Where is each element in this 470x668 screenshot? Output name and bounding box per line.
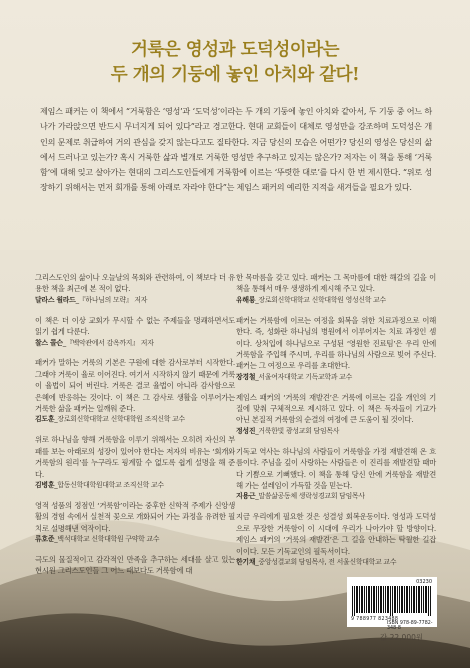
endorsement-text: 위로 하나님을 향해 거룩함을 이루기 위해서는 오히려 자신의 부패를 보는 아래로의 성장이 있어야 한다는 저자의 비유는 ‘회개와 거룩함의 원리’를 누구라도 핑계할 수 없도록 쉽게 설명을 해 준다. xyxy=(35,435,235,479)
endorsement-attribution xyxy=(236,557,436,568)
endorsement-text: 영적 성품의 정점인 ‘거룩함’이라는 중후한 신학적 주제가 신앙생활의 경험 속에서 실천적 꽃으로 개화되어 가는 과정을 유려한 필치로 설명해낸 역작이다. xyxy=(35,500,235,533)
barcode-bars-icon xyxy=(352,586,432,616)
endorsement xyxy=(236,446,436,503)
endorsement-text: 패커가 말하는 거룩의 기본은 구원에 대한 감사로부터 시작한다. 그래야 거룩이 율로 이어진다. 여기서 시작하지 않기 때문에 거룩이 율법이 되어 버린다. 거룩은 결코 율법이 아니라 감사함으로 은혜에 반응하는 것이다. 이 책은 그 감사로 생활을 이루어가는 거룩한 삶을 패커는 일깨워 준다. xyxy=(35,358,235,414)
endorsement-text: 제임스 패커의 ‘거룩의 재발견’은 거룩에 이르는 길을 개인의 기질에 맞춰 구체적으로 제시하고 있다. 이 책은 독자들이 기교가 아닌 본질적 거룩함의 순결의 여정에 큰 도움이 될 것이다. xyxy=(236,392,436,425)
endorser-role: _장로회신학대학교 신학대학원 조직신학 교수 xyxy=(54,415,185,424)
isbn-text: ISBN 978-89-7782-348-8 xyxy=(387,621,433,631)
price-label: 값 22,000원 xyxy=(380,633,424,642)
endorsement-attribution xyxy=(236,426,436,437)
endorser-name: 달라스 윌라드 xyxy=(35,295,76,304)
add-on-code: 03230 xyxy=(416,579,432,585)
endorsement xyxy=(35,554,235,577)
endorser-role: _『백악관에서 감옥까지』 저자 xyxy=(62,338,154,347)
endorsement-text: 패커는 거룩함에 이르는 여정을 회복을 위한 치료과정으로 이해한다. 즉, 성화란 하나님의 병원에서 이루어지는 치료 과정인 셈이다. 상처입에 하나님으로 구성된 ‘영원한 진료팀’은 우리 안에 거룩함을 주입해 주시며, 우리를 하나님의 사람으로 빚어 주신다. 패커는 그 여정으로 우리를 초대한다. xyxy=(236,315,436,371)
endorsement-text: 지금 우리에게 필요한 것은 성결성 회복운동이다. 영성과 도덕성으로 무장한 거룩함이 이 시대에 우리가 나아가야 할 방향이다. 제임스 패커의 ‘거룩의 재발견’은 그 길을 안내하는 탁월한 길잡이이다. 모든 기독교인의 필독서이다. xyxy=(236,512,436,556)
endorsements-left-column xyxy=(35,272,235,585)
intro-paragraph: 제임스 패커는 이 책에서 “거룩함은 ‘영성’과 ‘도덕성’이라는 두 개의 기둥에 놓인 아치와 같아서, 두 기둥 중 어느 하나가 가라앉으면 반드시 무너지게 되어 있다”라고 경고한다. 현대 교회들이 대체로 영성만을 강조하며 도덕성은 개인의 문제로 취급하여 거의 관심을 갖지 않는다고도 질타한다. 지금 당신의 모습은 어떤가? 당신의 영성은 당신의 삶에서 드러나고 있는가? 혹시 거룩한 삶과 별개로 거룩한 영성만 추구하고 있지는 않은가? 저자는 이 책을 통해 ‘거룩함’에 대해 잊고 살아가는 현대의 그리스도인들에게 거룩함에 이르는 ‘뚜렷한 대로’를 다시 한 번 제시한다. “위로 성장하기 위해서는 먼저 회개를 통해 아래로 자라야 한다”는 제임스 패커의 예리한 지적을 새겨들을 필요가 있다. xyxy=(40,106,432,193)
endorsement-text: 한 목마름을 갖고 있다. 패커는 그 목마름에 대한 해갈의 길을 이 책을 통해서 매우 생생하게 제시해 주고 있다. xyxy=(236,273,436,294)
endorsements-right-column xyxy=(236,272,436,577)
isbn-barcode xyxy=(347,577,437,631)
endorsement xyxy=(236,511,436,568)
endorsement xyxy=(236,315,436,383)
endorser-role: _중앙성결교회 담임목사, 전 서울신학대학교 교수 xyxy=(255,557,397,566)
endorsement-attribution xyxy=(236,491,436,502)
endorser-name: 김도훈 xyxy=(35,415,55,424)
endorser-name: 장경철 xyxy=(236,372,256,381)
endorser-name: 찰스 콜슨 xyxy=(35,338,63,347)
endorsement xyxy=(35,272,235,306)
endorser-name: 유해룡 xyxy=(236,295,256,304)
endorsement-attribution xyxy=(236,295,436,306)
headline xyxy=(30,38,440,88)
endorser-role: _말씀삶공동체 생락성경교회 담임목사 xyxy=(255,492,365,501)
endorsement-attribution xyxy=(35,414,235,425)
endorsement-attribution xyxy=(35,534,235,545)
headline-line-2: 두 개의 기둥에 놓인 아치와 같다! xyxy=(110,65,360,85)
endorser-name: 류호준 xyxy=(35,535,55,544)
headline-line-1: 거룩은 영성과 도덕성이라는 xyxy=(130,40,340,60)
endorser-role: _서울여자대학교 기독교학과 교수 xyxy=(255,372,352,381)
endorser-role: _장로회신학대학교 신학대학원 영성신학 교수 xyxy=(255,295,386,304)
endorser-role: _백석대학교 신학대학원 구약학 교수 xyxy=(54,535,160,544)
endorsement xyxy=(35,315,235,349)
endorser-role: _합동신학대학원대학교 조직신학 교수 xyxy=(54,481,164,489)
endorsement-attribution xyxy=(236,372,436,383)
endorsement xyxy=(236,392,436,438)
endorsement-attribution xyxy=(35,338,235,349)
endorsement xyxy=(35,500,235,546)
endorser-name: 한기채 xyxy=(236,557,256,566)
endorsement-text: 기독교 역사는 하나님의 사람들이 거룩함을 가정 재발견해 온 흐름이다. 주님을 깊이 사랑하는 사람들은 이 진리를 재발견할 때마다 기쁨으로 기뻐했다. 이 책을 통해 당신 안에 거룩함을 재발견해 가는 설레임이 가득할 것을 믿는다. xyxy=(236,446,436,490)
endorser-role: _거룩한빛 광성교회 담임목사 xyxy=(255,426,340,435)
endorsement-text: 이 책은 더 이상 교회가 무시할 수 없는 주제들을 명쾌하면서도 읽기 쉽게 다룬다. xyxy=(35,315,235,337)
endorsement xyxy=(35,434,235,491)
endorsement-text: 극도의 물질적이고 감각적인 만족을 추구하는 세대를 살고 있는 현시원 그리스도인들 그 어느 때보다도 거룩함에 대 xyxy=(35,555,235,576)
endorsement-text: 그리스도인의 삶이나 오늘날의 목회와 관련하여, 이 책보다 더 유용한 책을 최근에 본 적이 없다. xyxy=(35,273,235,294)
endorsement-attribution xyxy=(35,295,235,306)
endorser-name: 김병훈 xyxy=(35,481,55,489)
cover-top-panel xyxy=(0,0,470,250)
endorsement xyxy=(236,272,436,306)
endorsement-attribution xyxy=(35,480,235,491)
endorser-name: 정성진 xyxy=(236,426,256,435)
endorsement xyxy=(35,357,235,425)
endorser-name: 지용근 xyxy=(236,492,256,501)
isbn-digits: 9 788977 823488 xyxy=(351,617,399,622)
endorser-role: _『하나님의 모략』 저자 xyxy=(75,295,148,304)
